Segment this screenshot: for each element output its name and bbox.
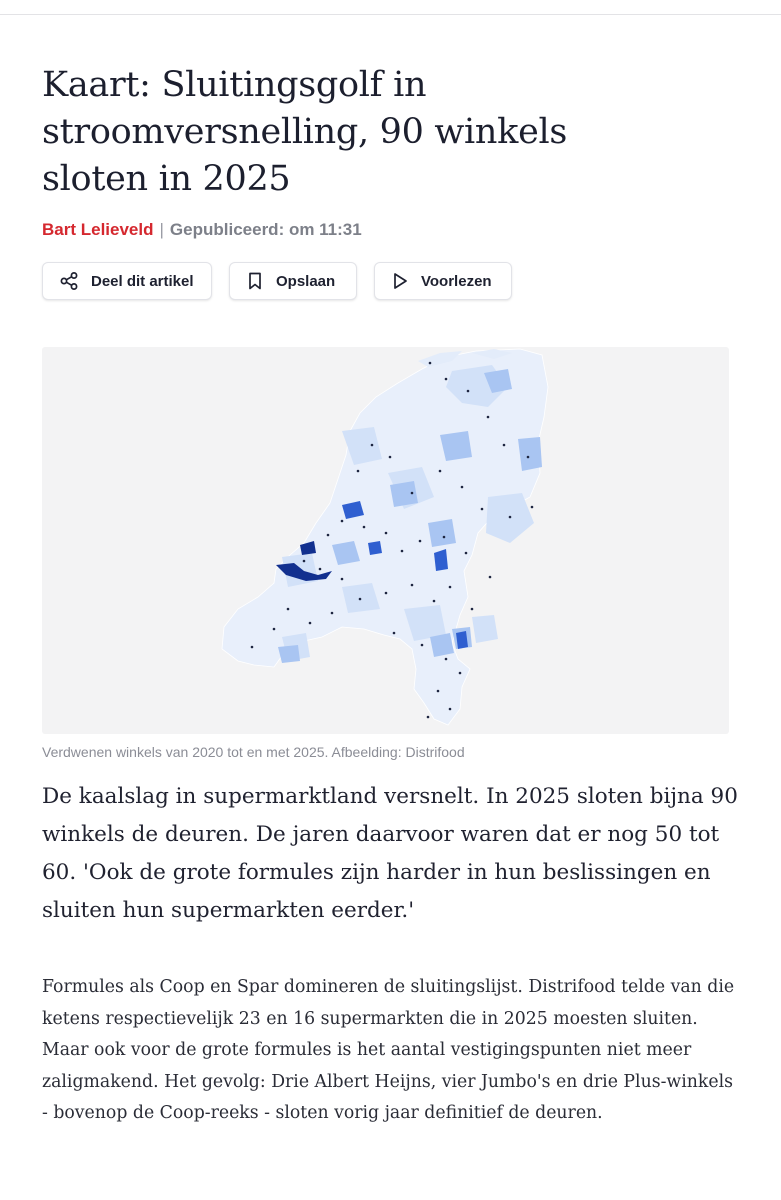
save-button[interactable] [229, 262, 357, 300]
figure-caption: Verdwenen winkels van 2020 tot en met 2025. Afbeelding: Distrifood [42, 744, 465, 760]
author-link[interactable]: Bart Lelieveld [42, 220, 154, 239]
netherlands-map [42, 347, 729, 734]
byline [42, 219, 362, 241]
article-headline: Kaart: Sluitingsgolf in stroomversnelling, 90 winkels sloten in 2025 [42, 65, 568, 199]
byline-separator: | [159, 220, 164, 239]
share-label: Deel dit artikel [91, 272, 194, 290]
article-lead: De kaalslag in supermarktland versnelt. In 2025 sloten bijna 90 winkels de deuren. De jaren daarvoor waren dat er nog 50 tot 60. 'Ook de grote formules zijn harder in hun beslissingen en sluiten hun supermarkten eerder.' [42, 784, 738, 923]
play-icon [391, 271, 409, 291]
top-divider [0, 14, 781, 15]
read-aloud-label: Voorlezen [421, 272, 492, 290]
read-aloud-button[interactable] [374, 262, 512, 300]
published-time: Gepubliceerd: om 11:31 [169, 220, 362, 239]
save-label: Opslaan [276, 272, 336, 290]
article-figure [42, 347, 729, 734]
bookmark-icon [246, 271, 264, 291]
article-body-paragraph: Formules als Coop en Spar domineren de sluitingslijst. Distrifood telde van die ketens respectievelijk 23 en 16 supermarkten die in 2025 moesten sluiten. Maar ook voor de grote formules is het aantal vestigingspunten niet meer zaligmakend. Het gevolg: Drie Albert Heijns, vier Jumbo's en drie Plus-winkels - bovenop de Coop-reeks - sloten vorig jaar definitief de deuren. [42, 977, 735, 1123]
share-button[interactable] [42, 262, 212, 300]
share-icon [59, 271, 79, 291]
